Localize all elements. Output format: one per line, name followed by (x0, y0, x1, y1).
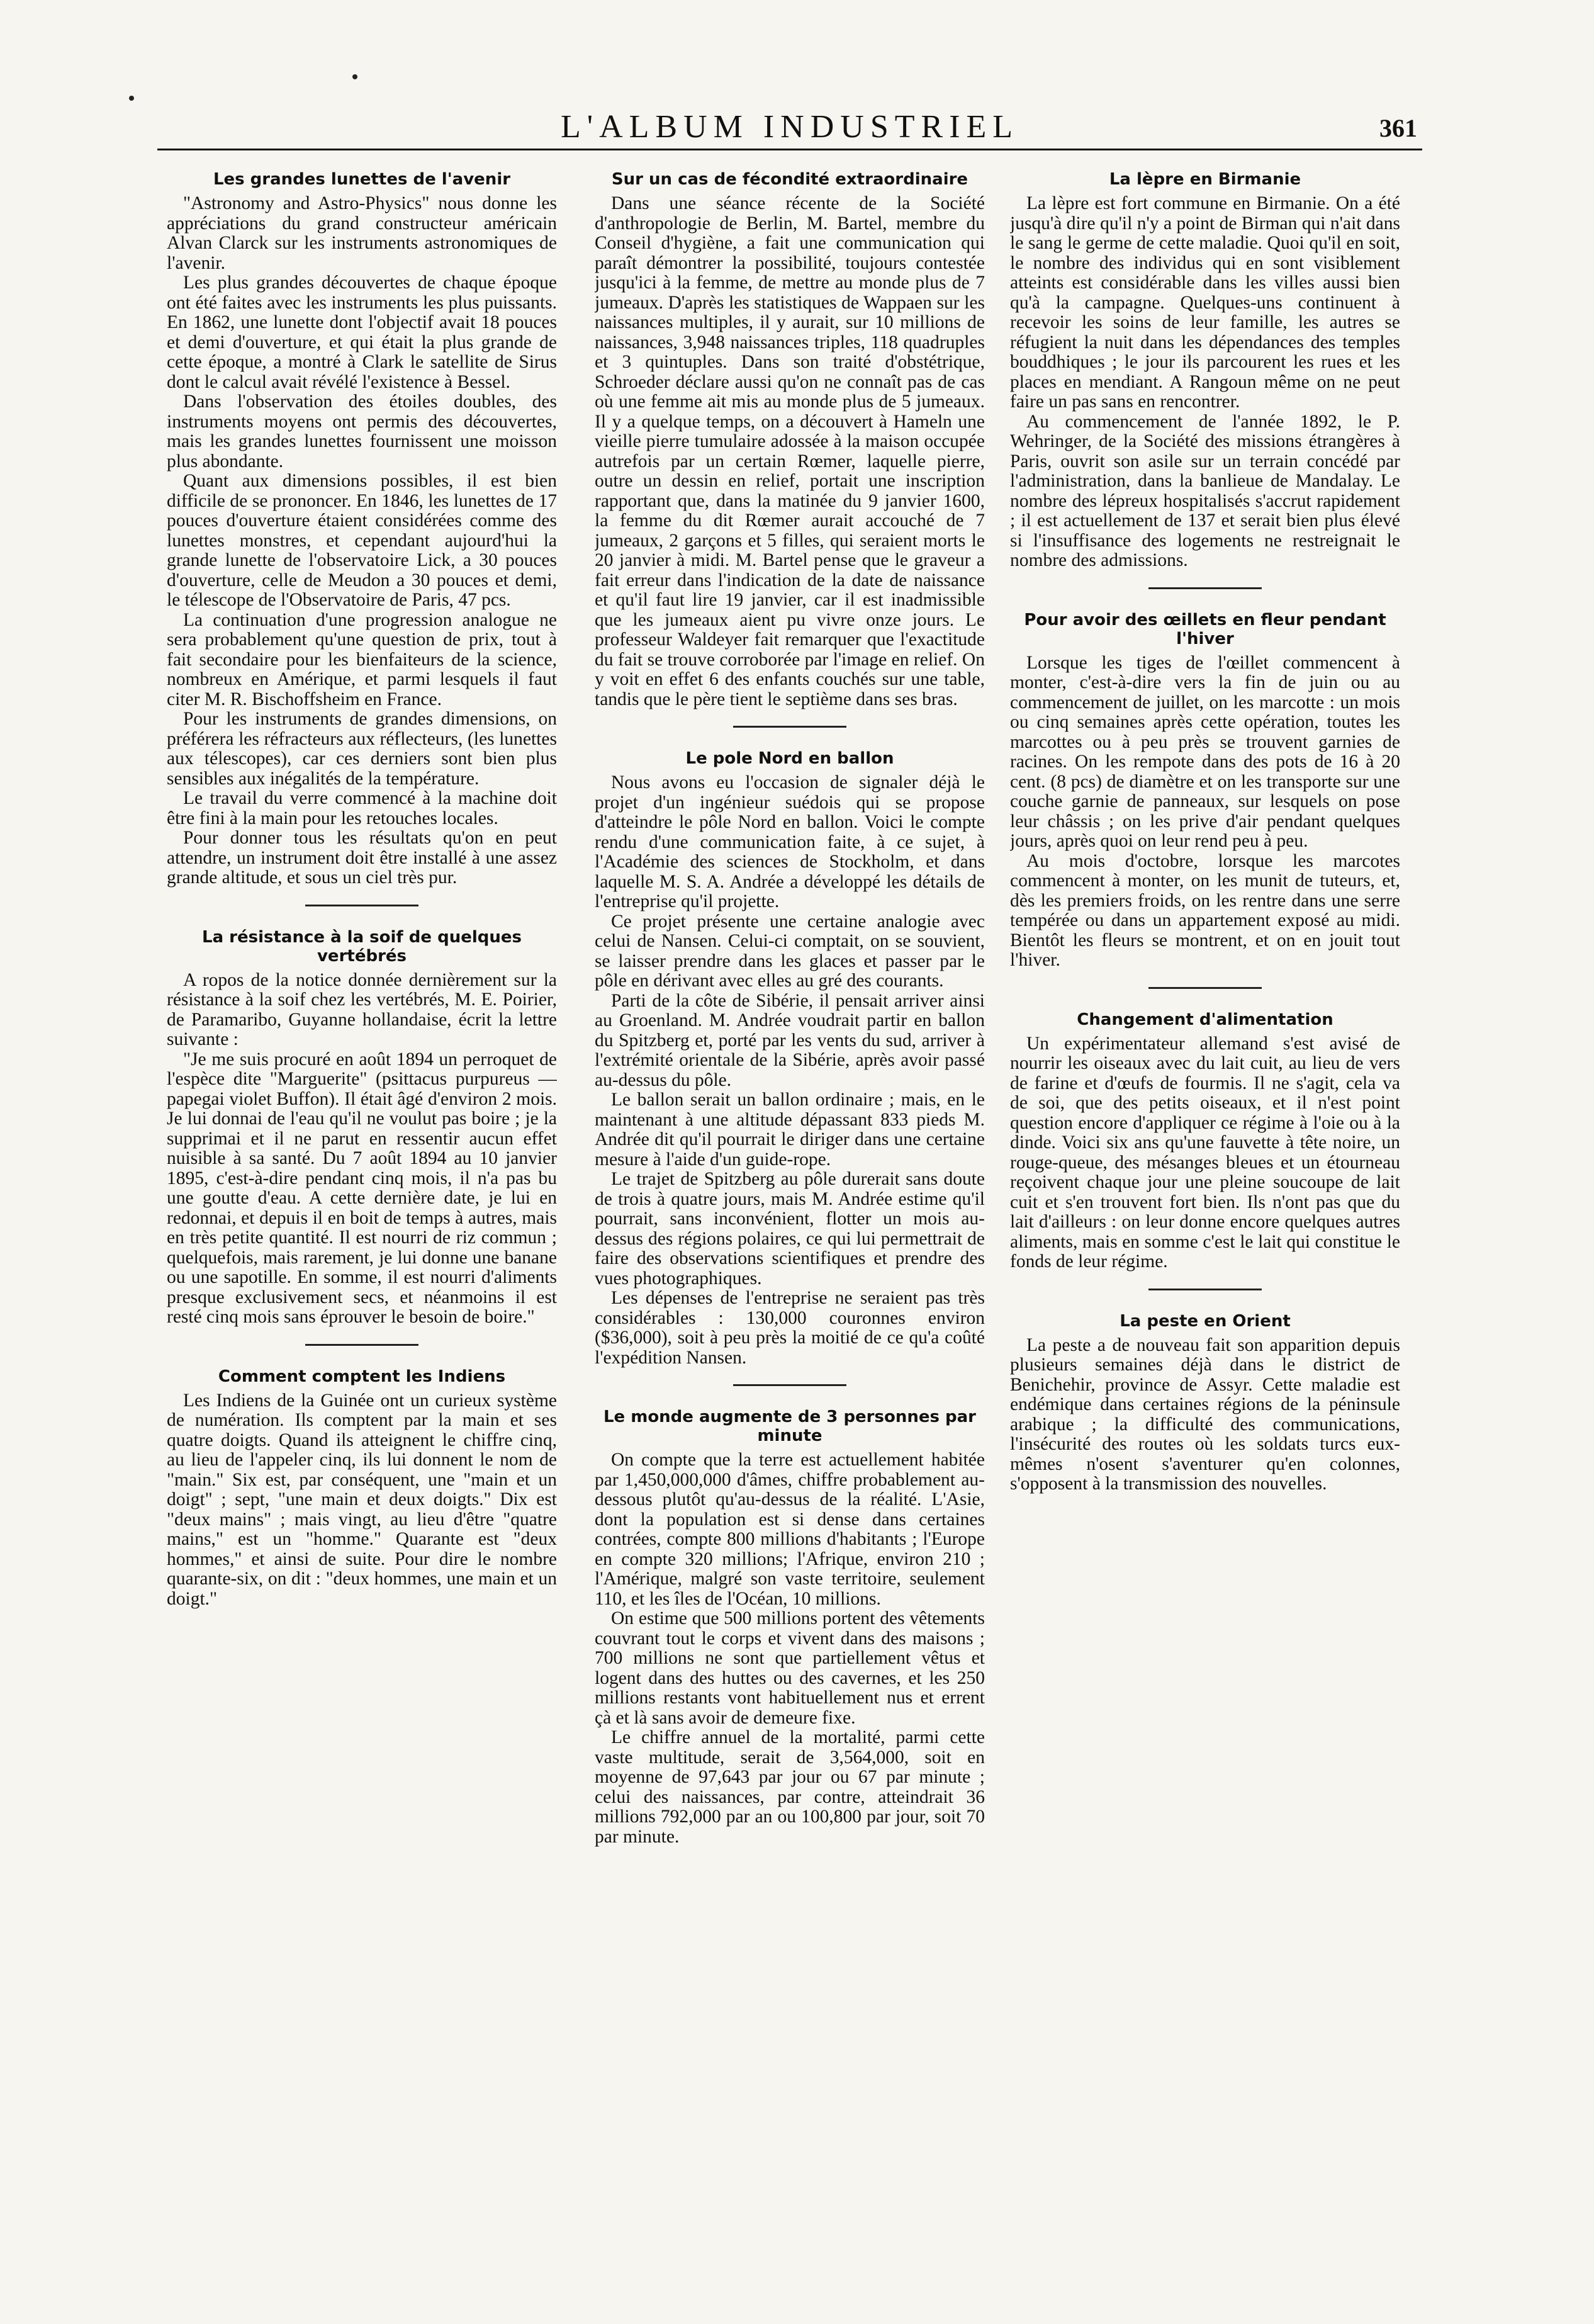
article-divider (733, 1384, 846, 1386)
page-header (157, 108, 1422, 150)
article-title: Comment comptent les Indiens (218, 1367, 506, 1386)
column-1 (167, 170, 557, 2304)
article-paragraph: Les plus grandes découvertes de chaque époque ont été faites avec les instruments les plus puissants. En 1862, une lunette dont l'objectif avait 18 pouces et demi d'ouverture, et qui était la plus grande de cette époque, a montré à Clark le satellite de Sirus dont le calcul avait révélé l'existence à Bessel. (167, 273, 557, 392)
column-3 (1010, 170, 1400, 2304)
article-paragraph: Nous avons eu l'occasion de signaler déjà le projet d'un ingénieur suédois qui se propose d'atteindre le pôle Nord en ballon. Voici le compte rendu d'une communication faite, à ce sujet, à l'Académie des sciences de Stockholm, et dans laquelle M. S. A. Andrée a développé les détails de l'entreprise qu'il projette. (595, 772, 985, 911)
article-paragraph: La lèpre est fort commune en Birmanie. On a été jusqu'à dire qu'il n'y a point de Birman qui n'ait dans le sang le germe de cette maladie. Quoi qu'il en soit, le nombre des individus qui en sont visiblement atteints est considérable dans les villes aussi bien qu'à la campagne. Quelques-uns continuent à recevoir les soins de leur famille, les autres se réfugient la nuit dans les dépendances des temples bouddhiques ; le jour ils parcourent les rues et les places en mendiant. A Rangoun même on ne peut faire un pas sans en rencontrer. (1010, 193, 1400, 412)
article-paragraph: On estime que 500 millions portent des vêtements couvrant tout le corps et vivent dans des maisons ; 700 millions ne sont que partiellement vêtus et logent dans des huttes ou des cavernes, et les 250 millions restants vont habituellement nus et errent çà et là sans avoir de demeure fixe. (595, 1608, 985, 1728)
article-paragraph: Parti de la côte de Sibérie, il pensait arriver ainsi au Groenland. M. Andrée voudrait partir en ballon du Spitzberg et, porté par les vents du sud, arriver à l'extrémité orientale de la Sibérie, après avoir passé au-dessus du pôle. (595, 990, 985, 1090)
article-divider (305, 1344, 418, 1346)
article-title: La lèpre en Birmanie (1109, 170, 1301, 189)
article (1010, 611, 1400, 971)
article (595, 1407, 985, 1847)
article-paragraph: Les Indiens de la Guinée ont un curieux système de numération. Ils comptent par la main et ses quatre doigts. Quand ils atteignent le chiffre cinq, au lieu de l'appeler cinq, ils lui donnent le nom de "main." Six est, par conséquent, une "main et un doigt" ; sept, "une main et deux doigts." Dix est "deux mains" ; mais vingt, au lieu d'être "quatre mains," est un "homme." Quarante est "deux hommes," et ainsi de suite. Pour dire le nombre quarante-six, on dit : "deux hommes, une main et un doigt." (167, 1390, 557, 1609)
article (1010, 1312, 1400, 1494)
column-2 (595, 170, 985, 2304)
article-paragraph: Pour donner tous les résultats qu'on en peut attendre, un instrument doit être installé à une assez grande altitude, et sous un ciel très pur. (167, 828, 557, 888)
article-paragraph: Le chiffre annuel de la mortalité, parmi cette vaste multitude, serait de 3,564,000, soit en moyenne de 97,643 par jour ou 67 par minute ; celui des naissances, par contre, atteindrait 36 millions 792,000 par an ou 100,800 par jour, soit 70 par minute. (595, 1727, 985, 1847)
journal-title: L'ALBUM INDUSTRIEL (560, 109, 1019, 145)
article (1010, 1010, 1400, 1272)
article-paragraph: La peste a de nouveau fait son apparition depuis plusieurs semaines déjà dans le district de Benichehir, province de Assyr. Cette maladie est endémique dans certaines régions de la péninsule arabique ; la difficulté des communications, l'insécurité des routes où les soldats turcs eux-mêmes n'osent s'aventurer qu'en colonnes, s'opposent à la transmission des nouvelles. (1010, 1334, 1400, 1494)
article (595, 170, 985, 709)
article (167, 170, 557, 888)
article (167, 928, 557, 1328)
article-paragraph: Dans l'observation des étoiles doubles, des instruments moyens ont permis des découvertes, mais les grandes lunettes fournissent une moisson plus abondante. (167, 392, 557, 471)
article-title: Changement d'alimentation (1077, 1010, 1333, 1029)
article-title: La résistance à la soif de quelques vertébrés (202, 927, 522, 966)
ink-speck (352, 74, 357, 79)
article (167, 1367, 557, 1610)
article-title: Les grandes lunettes de l'avenir (213, 170, 511, 189)
article-divider (1148, 1289, 1262, 1290)
article-paragraph: Au commencement de l'année 1892, le P. Wehringer, de la Société des missions étrangères à Paris, ouvrit son asile sur un terrain concédé par l'administration, dans la banlieue de Mandalay. Le nombre des lépreux hospitalisés s'accrut rapidement ; il est actuellement de 137 et serait bien plus élevé si l'insuffisance des logements ne restreignait le nombre des admissions. (1010, 411, 1400, 570)
article (1010, 170, 1400, 571)
article-divider (733, 726, 846, 728)
article-paragraph: A ropos de la notice donnée dernièrement sur la résistance à la soif chez les vertébrés, M. E. Poirier, de Paramaribo, Guyanne hollandaise, écrit la lettre suivante : (167, 969, 557, 1049)
article-paragraph: Quant aux dimensions possibles, il est bien difficile de se prononcer. En 1846, les lunettes de 17 pouces d'ouverture étaient considérées comme des lunettes monstres, et cependant aujourd'hui la grande lunette de l'observatoire Lick, a 30 pouces d'ouverture, celle de Meudon a 30 pouces et demi, le télescope de l'Observatoire de Paris, 47 pcs. (167, 471, 557, 610)
article-paragraph: Lorsque les tiges de l'œillet commencent à monter, c'est-à-dire vers la fin de juin ou au commencement de juillet, on les marcotte : un mois ou cinq semaines après cette opération, toutes les marcottes ou à peu près se trouvent garnies de racines. On les rempote dans des pots de 16 à 20 cent. (8 pcs) de diamètre et on les transporte sur une couche garnie de panneaux, sur lesquels on pose leur châssis ; on les prive d'air pendant quelques jours, après quoi on leur rend peu à peu. (1010, 652, 1400, 851)
article-paragraph: Les dépenses de l'entreprise ne seraient pas très considérables : 130,000 couronnes environ ($36,000), soit à peu près la moitié de ce qu'a coûté l'expédition Nansen. (595, 1288, 985, 1368)
article-title: La peste en Orient (1120, 1311, 1291, 1331)
ink-speck (129, 96, 134, 101)
article (595, 749, 985, 1368)
article-divider (1148, 587, 1262, 589)
article-paragraph: Le trajet de Spitzberg au pôle durerait sans doute de trois à quatre jours, mais M. Andrée estime qu'il pourrait, sans inconvénient, flotter un mois au-dessus des régions polaires, ce qui lui permettrait de faire des observations scientifiques et prendre des vues photographiques. (595, 1169, 985, 1289)
article-paragraph: Le ballon serait un ballon ordinaire ; mais, en le maintenant à une altitude dépassant 833 pieds M. Andrée dit qu'il pourrait le diriger dans une certaine mesure à l'aide d'un guide-rope. (595, 1090, 985, 1170)
article-title: Le pole Nord en ballon (685, 749, 894, 768)
article-paragraph: La continuation d'une progression analogue ne sera probablement qu'une question de prix, tout à fait secondaire pour les bienfaiteurs de la science, nombreux en Amérique, et parmi lesquels il faut citer M. R. Bischoffsheim en France. (167, 609, 557, 709)
article-divider (1148, 987, 1262, 989)
article-paragraph: Pour les instruments de grandes dimensions, on préférera les réfracteurs aux réflecteurs, (les lunettes aux télescopes), car ces derniers sont bien plus sensibles aux inégalités de la température. (167, 709, 557, 789)
article-paragraph: "Astronomy and Astro-Physics" nous donne les appréciations du grand constructeur américain Alvan Clarck sur les instruments astronomiques de l'avenir. (167, 193, 557, 273)
article-paragraph: Le travail du verre commencé à la machine doit être fini à la main pour les retouches locales. (167, 788, 557, 828)
article-title: Pour avoir des œillets en fleur pendant l'hiver (1024, 610, 1386, 648)
article-paragraph: Ce projet présente une certaine analogie avec celui de Nansen. Celui-ci comptait, on se souvient, se laisser prendre dans les glaces et passer par le pôle en dérivant avec elles au gré des courants. (595, 911, 985, 991)
article-paragraph: Dans une séance récente de la Société d'anthropologie de Berlin, M. Bartel, membre du Conseil d'hygiène, a fait une communication qui paraît démontrer la possibilité, toujours contestée jusqu'ici à la femme, de mettre au monde plus de 7 jumeaux. D'après les statistiques de Wappaen sur les naissances multiples, il y aurait, sur 10 millions de naissances, 3,948 naissances triples, 118 quadruples et 3 quintuples. Dans son traité d'obstétrique, Schroeder déclare aussi qu'on ne connaît pas de cas où une femme ait mis au monde plus de 5 jumeaux. Il y a quelque temps, on a découvert à Hameln une vieille pierre tumulaire adossée à la maison occupée autrefois par un certain Rœmer, laquelle pierre, outre un dessin en relief, portait une inscription rapportant que, dans la matinée du 9 janvier 1600, la femme du dit Rœmer aurait accouché de 7 jumeaux, 2 garçons et 5 filles, qui seraient morts le 20 janvier à midi. M. Bartel pense que le graveur a fait erreur dans l'indication de la date de naissance et qu'il faut lire 19 janvier, car il est inadmissible que les jumeaux aient pu vivre onze jours. Le professeur Waldeyer fait remarquer que l'exactitude du fait se trouve corroborée par l'image en relief. On y voit en effet 6 des enfants couchés sur une table, tandis que le père tient le septième dans ses bras. (595, 193, 985, 709)
article-divider (305, 905, 418, 906)
article-paragraph: Un expérimentateur allemand s'est avisé de nourrir les oiseaux avec du lait cuit, au lieu de vers de farine et d'œufs de fourmis. Il ne s'agit, cela va de soi, que des petits oiseaux, et il n'est point question encore d'appliquer ce régime à l'oie ou à la dinde. Voici six ans qu'une fauvette à tête noire, un rouge-queue, des mésanges bleues et un étourneau reçoivent chaque jour une pleine soucoupe de lait cuit et s'en trouvent fort bien. Ils n'ont pas que du lait d'ailleurs : on leur donne encore quelques autres aliments, mais en somme c'est le lait qui constitue le fonds de leur régime. (1010, 1033, 1400, 1272)
article-paragraph: "Je me suis procuré en août 1894 un perroquet de l'espèce dite "Marguerite" (psittacus purpureus — papegai violet Buffon). Il était âgé d'environ 2 mois. Je lui donnai de l'eau qu'il ne voulut pas boire ; je la supprimai et il ne parut en ressentir aucun effet nuisible à sa santé. Du 7 août 1894 au 10 janvier 1895, c'est-à-dire pendant cinq mois, il n'a pas bu une goutte d'eau. A cette dernière date, je lui en redonnai, et depuis il en boit de temps à autres, mais en très petite quantité. Il est nourri de riz commun ; quelquefois, mais rarement, je lui donne une banane ou une sapotille. En somme, il est nourri d'aliments presque exclusivement secs, et néanmoins il est resté cinq mois sans éprouver le besoin de boire." (167, 1049, 557, 1327)
article-title: Le monde augmente de 3 personnes par minute (603, 1407, 977, 1445)
article-paragraph: Au mois d'octobre, lorsque les marcotes commencent à monter, on les munit de tuteurs, et, dès les premiers froids, on les rentre dans une serre tempérée ou dans un appartement exposé au midi. Bientôt les fleurs se montrent, et on en jouit tout l'hiver. (1010, 850, 1400, 970)
article-paragraph: On compte que la terre est actuellement habitée par 1,450,000,000 d'âmes, chiffre probablement au-dessous plutôt qu'au-dessus de la réalité. L'Asie, dont la population est si dense dans certaines contrées, compte 800 millions d'habitants ; l'Europe en compte 320 millions; l'Afrique, environ 210 ; l'Amérique, malgré son vaste territoire, seulement 110, et les îles de l'Océan, 10 millions. (595, 1450, 985, 1609)
page-number: 361 (1379, 114, 1417, 142)
article-title: Sur un cas de fécondité extraordinaire (611, 170, 968, 189)
